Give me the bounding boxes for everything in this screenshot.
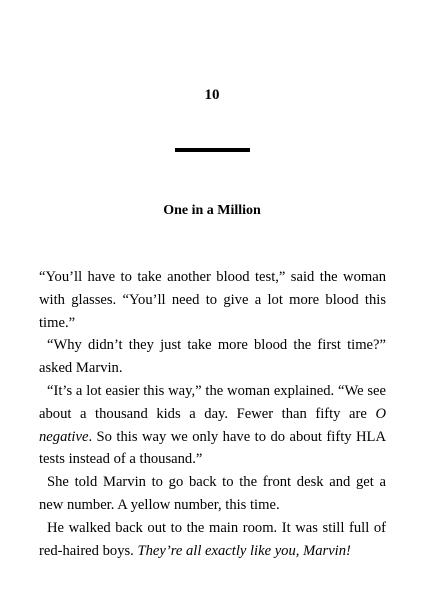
paragraph-text: “You’ll have to take another blood test,” said the woman with glasses. “You’ll need to give a lot more blood this time.” [39,269,386,331]
chapter-divider-rule [175,148,250,152]
paragraph-text: . So this way we only have to do about fifty HLA tests instead of a thousand.” [39,428,386,468]
paragraph-1 [39,266,386,334]
italic-thought: They’re all exactly like you, Marvin! [137,542,351,559]
chapter-number: 10 [204,87,220,103]
paragraph-2 [39,334,386,380]
chapter-body [39,266,386,562]
paragraph-text: “Why didn’t they just take more blood the first time?” asked Marvin. [39,337,386,377]
chapter-title: One in a Million [163,203,261,218]
paragraph-text: “It’s a lot easier this way,” the woman explained. “We see about a thousand kids a day. Fewer than fifty are [39,382,386,422]
paragraph-5 [39,517,386,563]
paragraph-3 [39,380,386,471]
paragraph-4 [39,471,386,517]
italic-emphasis: O negative [39,405,386,445]
paragraph-text: He walked back out to the main room. It was still full of red-haired boys. [39,519,386,559]
paragraph-text: She told Marvin to go back to the front desk and get a new number. A yellow number, this time. [39,474,386,513]
